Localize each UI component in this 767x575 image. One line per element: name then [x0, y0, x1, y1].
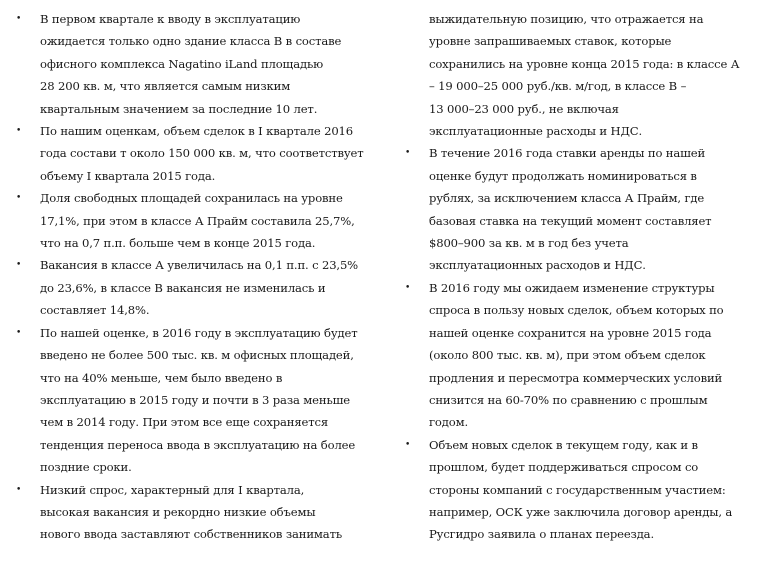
list-item [403, 142, 758, 276]
text-line: что на 40% меньше, чем было введено в [40, 370, 283, 385]
text-line: продления и пересмотра коммерческих условий [429, 370, 723, 385]
text-line: офисного комплекса Nagatino iLand площадью [40, 56, 324, 71]
paragraph-text [40, 120, 376, 187]
text-line: По нашим оценкам, объем сделок в I квартале 2016 [40, 124, 353, 139]
paragraph-text [429, 434, 758, 546]
text-line: Низкий спрос, характерный для I квартала, [40, 482, 305, 497]
text-line: тенденция переноса ввода в эксплуатацию на более [40, 437, 356, 452]
text-line: сохранились на уровне конца 2015 года: в классе А [429, 56, 740, 71]
text-line: спроса в пользу новых сделок, объем которых по [429, 303, 724, 318]
text-line: например, ОСК уже заключила договор аренды, а [429, 504, 733, 519]
text-line: составляет 14,8%. [40, 303, 150, 318]
text-line: стороны компаний с государственным участием: [429, 482, 726, 497]
bullet-icon: • [16, 484, 22, 495]
list-item [14, 8, 376, 120]
paragraph-text [40, 254, 376, 321]
paragraph-text [429, 277, 758, 434]
list-item [403, 277, 758, 434]
text-line: прошлом, будет поддерживаться спросом со [429, 460, 699, 475]
text-line: высокая вакансия и рекордно низкие объемы [40, 504, 316, 519]
text-line: По нашей оценке, в 2016 году в эксплуатацию будет [40, 325, 358, 340]
text-line: 17,1%, при этом в классе А Прайм составила 25,7%, [40, 213, 355, 228]
list-item [403, 434, 758, 546]
text-line: что на 0,7 п.п. больше чем в конце 2015 года. [40, 236, 316, 251]
paragraph-text [40, 479, 376, 546]
text-line: В 2016 году мы ожидаем изменение структуры [429, 280, 715, 295]
text-line: уровне запрашиваемых ставок, которые [429, 34, 672, 49]
right-column [403, 8, 758, 546]
text-line: до 23,6%, в классе В вакансия не изменилась и [40, 280, 326, 295]
text-line: введено не более 500 тыс. кв. м офисных площадей, [40, 348, 354, 363]
text-line: нашей оценке сохранится на уровне 2015 года [429, 325, 712, 340]
bullet-icon: • [16, 126, 22, 137]
list-item [14, 120, 376, 187]
text-line: нового ввода заставляют собственников занимать [40, 527, 342, 542]
text-line: – 19 000–25 000 руб./кв. м/год, в классе В – [429, 79, 687, 94]
text-line: В течение 2016 года ставки аренды по нашей [429, 146, 706, 161]
bullet-icon: • [405, 282, 411, 293]
text-line: эксплуатационные расходы и НДС. [429, 124, 643, 139]
text-line: Доля свободных площадей сохранилась на уровне [40, 191, 343, 206]
right-bullet-list [403, 8, 758, 546]
paragraph-text [40, 187, 376, 254]
list-item [403, 8, 758, 142]
list-item [14, 322, 376, 479]
paragraph-text [429, 8, 758, 142]
list-item [14, 254, 376, 321]
bullet-icon: • [16, 14, 22, 24]
text-line: рублях, за исключением класса А Прайм, где [429, 191, 705, 206]
paragraph-text [429, 142, 758, 276]
text-line: Вакансия в классе А увеличилась на 0,1 п.п. с 23,5% [40, 258, 359, 273]
list-item [14, 187, 376, 254]
text-line: поздние сроки. [40, 460, 132, 475]
text-line: В первом квартале к вводу в эксплуатацию [40, 12, 301, 26]
paragraph-text [40, 322, 376, 479]
list-item [14, 479, 376, 546]
text-line: года состави т около 150 000 кв. м, что соответствует [40, 146, 364, 161]
bullet-icon: • [405, 148, 411, 159]
bullet-icon: • [16, 260, 22, 271]
text-line: (около 800 тыс. кв. м), при этом объем сделок [429, 348, 706, 363]
text-line: Объем новых сделок в текущем году, как и в [429, 437, 698, 452]
left-column [14, 8, 376, 546]
text-line: 13 000–23 000 руб., не включая [429, 101, 619, 116]
text-line: Русгидро заявила о планах переезда. [429, 527, 654, 542]
bullet-icon: • [16, 193, 22, 204]
bullet-icon: • [16, 327, 22, 338]
text-line: эксплуатацию в 2015 году и почти в 3 раза меньше [40, 392, 350, 407]
paragraph-text [40, 8, 376, 120]
text-line: базовая ставка на текущий момент составляет [429, 213, 712, 228]
text-line: объему I квартала 2015 года. [40, 168, 216, 183]
bullet-icon: • [405, 439, 411, 450]
text-line: чем в 2014 году. При этом все еще сохраняется [40, 415, 329, 430]
text-line: снизится на 60-70% по сравнению с прошлым [429, 392, 708, 407]
text-line: годом. [429, 415, 468, 430]
text-line: эксплуатационных расходов и НДС. [429, 258, 646, 273]
left-bullet-list [14, 8, 376, 546]
text-line: 28 200 кв. м, что является самым низким [40, 79, 291, 94]
text-line: оценке будут продолжать номинироваться в [429, 168, 697, 183]
text-line: ожидается только одно здание класса В в составе [40, 34, 342, 49]
text-line: квартальным значением за последние 10 лет. [40, 101, 318, 116]
text-line: $800–900 за кв. м в год без учета [429, 236, 629, 251]
text-line: выжидательную позицию, что отражается на [429, 12, 704, 26]
